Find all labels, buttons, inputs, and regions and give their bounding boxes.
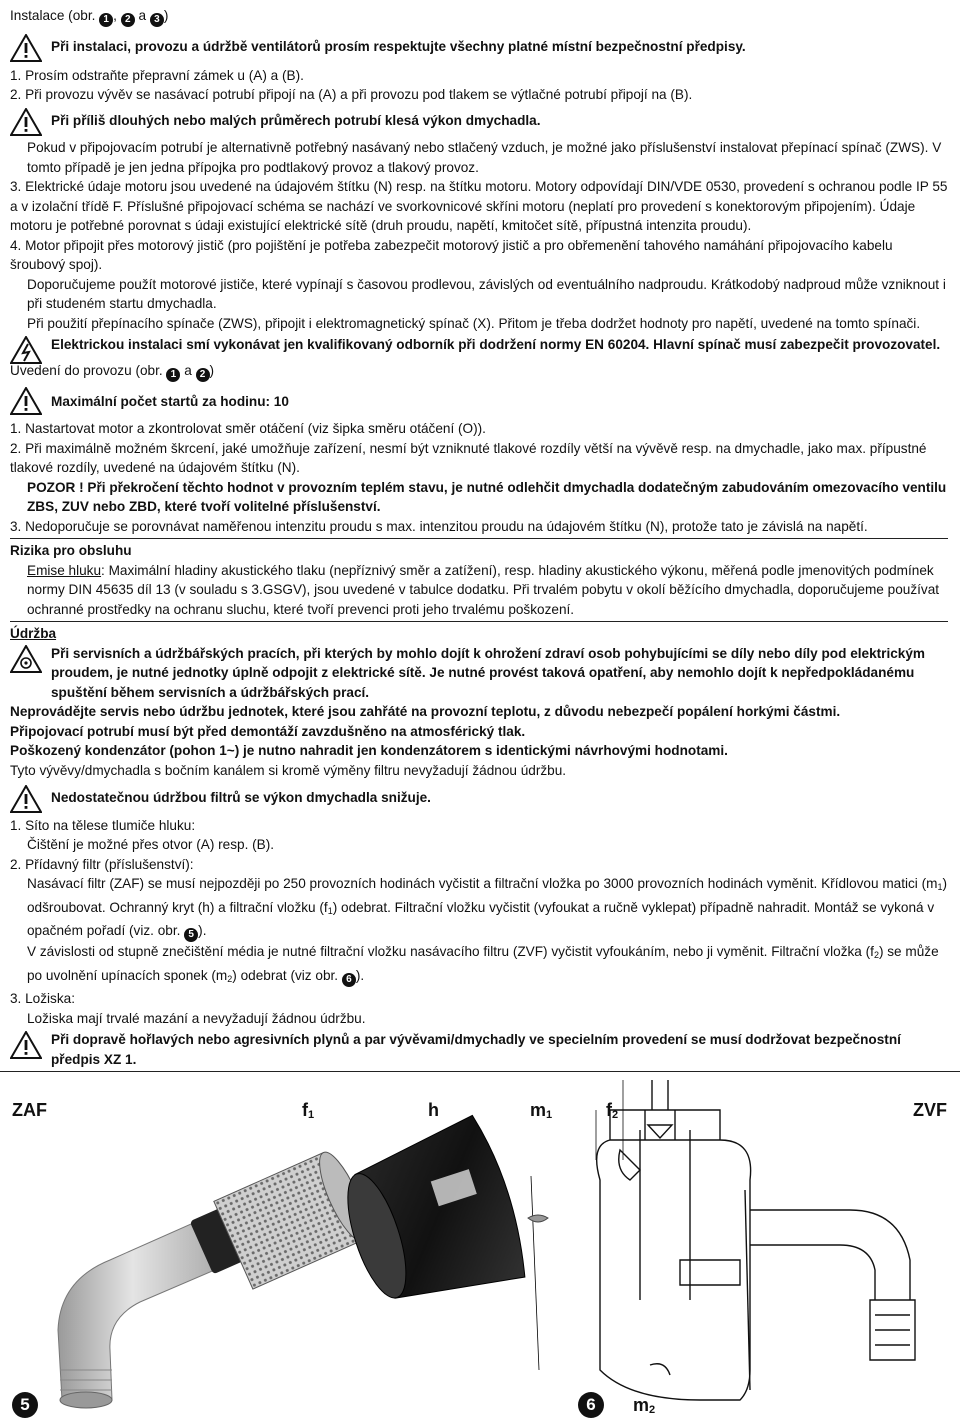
maint-item-3: 3. Ložiska:	[10, 991, 75, 1006]
install-heading: Instalace (obr. 1 , 2 a 3 )	[10, 8, 169, 25]
label-zvf: ZVF	[913, 1100, 947, 1120]
figure-number-5: 5	[12, 1392, 38, 1418]
commission-pozor: POZOR ! Při překročení těchto hodnot v provozním teplém stavu, je nutné odlehčit dmychadla dodatečným zabudováním omezovacího ventilu ZBS, ZUV nebo ZBD, které tvoří volitelné příslušenství.	[27, 479, 947, 514]
maint-item-2-zaf: Nasávací filtr (ZAF) se musí nejpozději po 250 provozních hodinách vyčistit a filtrační vložka po 3000 provozních hodinách vyměnit. Křídlovou matici $(m_1)$ odšroubovat. Ochranný kryt (h) a filtrační vložku $(f_1)$ odebrat. Filtrační vložku vyčistit (vyfoukat a ručně vyklepat) případně nahradit. Montáž se vykoná v opačném pořadí (viz. obr. 5 ).	[27, 876, 947, 940]
install-item-4-recommend: Doporučujeme použít motorové jističe, které vypínají s časovou prodlevou, závislých od eventuálního nadproudu. Krátkodobý nadproud může vzniknout i při studeném startu dmychadla.	[27, 276, 946, 311]
maint-item-1-detail: Čištění je možné přes otvor (A) resp. (B).	[27, 837, 275, 852]
install-item-4-zws: Při použití přepínacího spínače (ZWS), připojit i elektromagnetický spínač (X). Přitom je třeba dodržet hodnoty pro napětí, uvedené na tomto spínači.	[27, 315, 921, 331]
label-zaf: ZAF	[12, 1100, 47, 1120]
section-divider	[10, 621, 948, 622]
maint-item-1: 1. Síto na tělese tlumiče hluku:	[10, 817, 196, 833]
maint-hot-parts: Neprovádějte servis nebo údržbu jednotek, které jsou zahřáté na provozní teplotu, z důvodu nebezpečí popálení horkými částmi.	[10, 704, 841, 719]
install-warning-electrical: Elektrickou instalaci smí vykonávat jen kvalifikovaný odborník při dodržení normy EN 60204. Hlavní spínač musí zabezpečit provozovatel.	[10, 335, 948, 355]
warning-icon	[10, 785, 42, 813]
install-warning-pipe: Při příliš dlouhých nebo malých průměrech potrubí klesá výkon dmychadla.	[10, 107, 948, 131]
commission-warning-starts: Maximální počet startů za hodinu: 10	[10, 386, 948, 412]
label-m2: m2	[633, 1395, 656, 1416]
commission-item-1: 1. Nastartovat motor a zkontrolovat směr otáčení (viz šipka směru otáčení (O)).	[10, 421, 486, 436]
install-item-2: 2. Při provozu vývěv se nasávací potrubí připojí na (A) a při provozu pod tlakem se výtlačné potrubí připojí na (B).	[10, 87, 693, 102]
figure-ref-5: 5	[184, 928, 198, 942]
figure-ref-1: 1	[99, 13, 113, 27]
maint-warning-filters: Nedostatečnou údržbou filtrů se výkon dmychadla snižuje.	[10, 784, 948, 808]
figure-ref-3: 3	[150, 13, 164, 27]
rotating-parts-hazard-icon	[10, 645, 42, 673]
maint-item-3-detail: Ložiska mají trvalé mazání a nevyžadují žádnou údržbu.	[27, 1010, 366, 1026]
maint-warning-disconnect: Při servisních a údržbářských pracích, při kterých by mohlo dojít k ohrožení zdraví osob pohybujícími se díly nebo díly pod elektrickým proudem, je nutné jednotky úplně odpojit z elektrické sítě. Je nutné provést taková opatření, aby nemohlo dojít k nepředpokládanému spuštění během servisních a údržbářských prací.	[10, 644, 948, 703]
zvf-filter-drawing	[570, 1070, 960, 1426]
figure-ref-2: 2	[196, 368, 210, 382]
electrical-hazard-icon	[10, 336, 42, 364]
figure-ref-1: 1	[166, 368, 180, 382]
install-item-3: 3. Elektrické údaje motoru jsou uvedené na údajovém štítku (N) resp. na štítku motoru. Motory odpovídají DIN/VDE 0530, provedení s ochranou podle IP 55 a v izolační třídě F. Příslušné připojovací schéma se nachází ve svorkovnicové skříni motoru (neplatí pro provedení s konektorovým připojením). Údaje motoru je potřebné porovnat s údaji existující elektrické sítě (druh proudu, napětí, kmitočet sítě, přípustná intenzita proudu).	[10, 179, 948, 233]
zaf-filter-illustration	[0, 1070, 575, 1426]
install-warning-safety: Při instalaci, provozu a údržbě ventilátorů prosím respektujte všechny platné místní bezpečnostní předpisy.	[10, 33, 948, 57]
label-f1: f1	[302, 1100, 315, 1121]
document-page	[10, 6, 948, 1069]
commission-item-3: 3. Nedoporučuje se porovnávat naměřenou intenzitu proudu s max. intenzitou proudu na údajovém štítku (N), protože tato je závislá na napětí.	[10, 518, 868, 534]
label-h: h	[428, 1100, 439, 1120]
install-zws-paragraph: Pokud v připojovacím potrubí je alternativně potřebný nasávaný nebo stlačený vzduch, je možné jako příslušenství instalovat přepínací spínač (ZWS). V tomto případě je jen jedna přípojka pro podtlakový provoz a tlakový provoz.	[27, 140, 942, 175]
maint-heading: Údržba	[10, 626, 57, 641]
figure-ref-6: 6	[342, 973, 356, 987]
maint-item-2: 2. Přídavný filtr (příslušenství):	[10, 856, 194, 872]
warning-icon	[10, 108, 42, 136]
warning-icon	[10, 387, 42, 415]
figure-panel	[0, 1070, 960, 1426]
label-f2: f2	[606, 1100, 619, 1121]
commission-heading: Uvedení do provozu (obr. 1 a 2 )	[10, 362, 215, 380]
maint-capacitor: Poškozený kondenzátor (pohon 1~) je nutno nahradit jen kondenzátorem s identickými návrhovými hodnotami.	[10, 743, 728, 758]
maint-pipe-pressure: Připojovací potrubí musí být před demontáží zavzdušněno na atmosférický tlak.	[10, 723, 526, 739]
maint-item-2-zvf: V závislosti od stupně znečištění média je nutné filtrační vložku nasávacího filtru (ZVF) vyčistit vyfoukáním, nebo ji vyměnit. Filtrační vložka $(f_2)$ se může po uvolnění upínacích sponek $(m_2)$ odebrat (viz obr. 6 ).	[27, 944, 939, 985]
risk-noise-paragraph: Emise hluku: Maximální hladiny akustického tlaku (nepříznivý směr a zatížení), resp. hladiny akustického výkonu, měřená podle jmenovitých podmínek normy DIN 45635 díl 13 (v souladu s 3.GSGV), jsou uvedené v tabulce dodatku. Při trvalém pobytu v okolí běžícího dmychadla, doporučujeme používat ochranné prostředky na ochranu sluchu, které tvoří prevenci proti jeho trvalému poškození.	[27, 562, 940, 617]
risk-heading: Rizika pro obsluhu	[10, 543, 132, 558]
warning-icon	[10, 1031, 42, 1059]
commission-item-2: 2. Při maximálně možném škrcení, jaké umožňuje zařízení, nesmí být vzniknuté tlakové rozdíly větší na vývěvě resp. na dmychadle, jako max. přípustné tlakové rozdíly, uvedené na údajovém štítku (N).	[10, 440, 927, 475]
section-divider	[10, 538, 948, 539]
label-m1: m1	[530, 1100, 553, 1121]
warning-icon	[10, 34, 42, 62]
figure-number-6: 6	[578, 1392, 604, 1418]
maint-warning-flammable: Při dopravě hořlavých nebo agresivních plynů a par vývěvami/dmychadly ve specielním provedení se musí dodržovat bezpečnostní předpis XZ 1.	[10, 1030, 948, 1069]
install-item-4: 4. Motor připojit přes motorový jistič (pro pojištění je potřeba zabezpečit motorový jistič a pro obřemenění tahového namáhání připojovacího kabelu šroubový spoj).	[10, 237, 893, 272]
maint-no-maintenance: Tyto vývěvy/dmychadla s bočním kanálem si kromě výměny filtru nevyžadují žádnou údržbu.	[10, 762, 567, 778]
figure-ref-2: 2	[121, 13, 135, 27]
install-item-1: 1. Prosím odstraňte přepravní zámek u (A) a (B).	[10, 67, 304, 83]
